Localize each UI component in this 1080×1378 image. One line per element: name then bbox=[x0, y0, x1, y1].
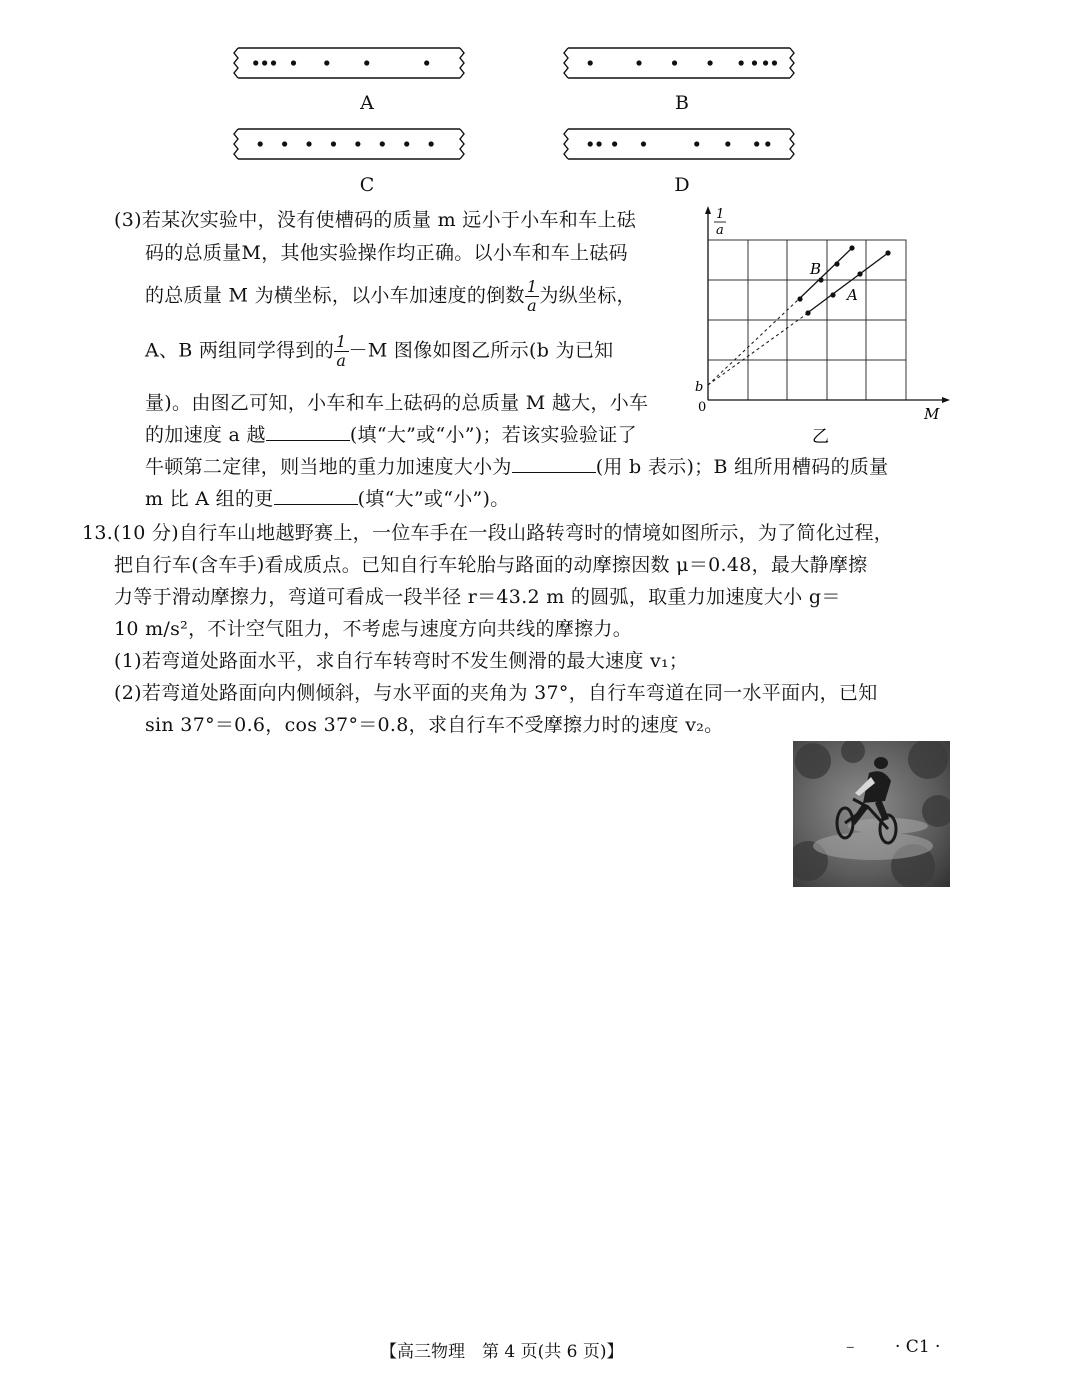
q3-line-1: (3)若某次实验中，没有使槽码的质量 m 远小于小车和车上砝 bbox=[114, 209, 637, 231]
tape-dot bbox=[707, 60, 712, 65]
tape-label-a: A bbox=[360, 92, 374, 114]
origin-label: 0 bbox=[698, 400, 707, 415]
q13-line-3: 力等于滑动摩擦力，弯道可看成一段半径 r＝43.2 m 的圆弧，取重力加速度大小 g＝ bbox=[114, 586, 841, 608]
q3-line-2: 码的总质量M，其他实验操作均正确。以小车和车上砝码 bbox=[145, 242, 628, 264]
q3-line-4-text: A、B 两组同学得到的 bbox=[145, 339, 335, 362]
tape-dot bbox=[271, 60, 276, 65]
tape-dot bbox=[424, 60, 429, 65]
tape-dot bbox=[754, 141, 759, 146]
page-footer: 【高三物理 第 4 页(共 6 页)】 bbox=[380, 1342, 624, 1362]
tape-dot bbox=[765, 141, 770, 146]
reciprocal-a-fraction-2: $\frac{1}{a}$ bbox=[336, 332, 347, 370]
tape-dot bbox=[763, 60, 768, 65]
q3-line-5: 量)。由图乙可知，小车和车上砝码的总质量 M 越大，小车 bbox=[145, 392, 649, 414]
tape-dot bbox=[282, 141, 287, 146]
line-a-dashed bbox=[708, 313, 808, 385]
tape-dot bbox=[404, 141, 409, 146]
line-b bbox=[798, 248, 852, 300]
tape-dot bbox=[588, 141, 593, 146]
tape-dot bbox=[262, 60, 267, 65]
tape-dot bbox=[772, 60, 777, 65]
q3-line-6: 的加速度 a 越 (填“大”或“小”)；若该实验验证了 bbox=[145, 424, 637, 446]
tape-dot bbox=[739, 60, 744, 65]
tape-label-b: B bbox=[675, 92, 689, 114]
y-axis-arrow bbox=[705, 206, 711, 214]
tape-dot bbox=[324, 60, 329, 65]
tape-dot bbox=[596, 141, 601, 146]
y-axis-label-den: a bbox=[716, 223, 724, 238]
graph-caption: 乙 bbox=[812, 427, 829, 447]
q3-line-3 bbox=[145, 278, 636, 315]
y-axis-label-num: 1 bbox=[716, 207, 725, 222]
tape-dot bbox=[253, 60, 258, 65]
tape-dot bbox=[355, 141, 360, 146]
intercept-label: b bbox=[695, 380, 704, 395]
tape-b bbox=[562, 44, 796, 82]
tape-a bbox=[232, 44, 466, 82]
tape-label-d: D bbox=[674, 174, 690, 196]
cyclist-photo bbox=[793, 741, 950, 887]
q3-line-4-tail: －M 图像如图乙所示(b 为已知 bbox=[348, 339, 614, 362]
reciprocal-a-fraction: $\frac{1}{a}$ bbox=[526, 277, 538, 315]
q13-line-5: (1)若弯道处路面水平，求自行车转弯时不发生侧滑的最大速度 v₁； bbox=[114, 650, 689, 672]
tape-dot bbox=[588, 60, 593, 65]
answer-blank-2[interactable] bbox=[512, 454, 596, 473]
q3-line-8: m 比 A 组的更 (填“大”或“小”)。 bbox=[145, 488, 510, 510]
line-b-label: B bbox=[810, 260, 822, 278]
q13-line-4: 10 m/s²，不计空气阻力，不考虑与速度方向共线的摩擦力。 bbox=[114, 618, 633, 640]
footer-dash: – bbox=[846, 1337, 855, 1357]
q13-line-6: (2)若弯道处路面向内侧倾斜，与水平面的夹角为 37°，自行车弯道在同一水平面内，已知 bbox=[114, 682, 878, 704]
tape-dot bbox=[672, 60, 677, 65]
tape-dot bbox=[725, 141, 730, 146]
tape-dot bbox=[291, 60, 296, 65]
x-axis-arrow bbox=[942, 397, 950, 403]
version-code: · C1 · bbox=[895, 1337, 941, 1357]
tape-c bbox=[232, 125, 466, 163]
tape-dot bbox=[258, 141, 263, 146]
graph-yi bbox=[690, 200, 960, 450]
tape-dot bbox=[636, 60, 641, 65]
tape-dot bbox=[331, 141, 336, 146]
q3-line-3-text: 的总质量 M 为横坐标，以小车加速度的倒数 bbox=[145, 284, 525, 307]
q13-line-1: 13.(10 分)自行车山地越野赛上，一位车手在一段山路转弯时的情境如图所示，为了简化过程， bbox=[82, 522, 894, 544]
tape-dot bbox=[694, 141, 699, 146]
answer-blank-1[interactable] bbox=[266, 422, 350, 441]
tape-dot bbox=[306, 141, 311, 146]
q13-line-7: sin 37°＝0.6，cos 37°＝0.8，求自行车不受摩擦力时的速度 v₂。 bbox=[145, 714, 724, 736]
x-axis-label: M bbox=[924, 405, 940, 423]
q3-line-7: 牛顿第二定律，则当地的重力加速度大小为 (用 b 表示)；B 组所用槽码的质量 bbox=[145, 456, 889, 478]
line-a-label: A bbox=[847, 286, 858, 304]
line-b-dashed bbox=[708, 298, 800, 385]
tape-dot bbox=[364, 60, 369, 65]
tape-dot bbox=[380, 141, 385, 146]
q3-line-3-tail: 为纵坐标， bbox=[539, 284, 636, 307]
answer-blank-3[interactable] bbox=[274, 486, 358, 505]
tape-dot bbox=[612, 141, 617, 146]
tape-dot bbox=[752, 60, 757, 65]
tape-d bbox=[562, 125, 796, 163]
q3-line-4 bbox=[145, 333, 613, 370]
tape-dot bbox=[429, 141, 434, 146]
graph-grid bbox=[708, 240, 906, 400]
tape-dot bbox=[641, 141, 646, 146]
tape-label-c: C bbox=[359, 174, 375, 196]
q13-line-2: 把自行车(含车手)看成质点。已知自行车轮胎与路面的动摩擦因数 μ＝0.48，最大静摩擦 bbox=[114, 554, 868, 576]
